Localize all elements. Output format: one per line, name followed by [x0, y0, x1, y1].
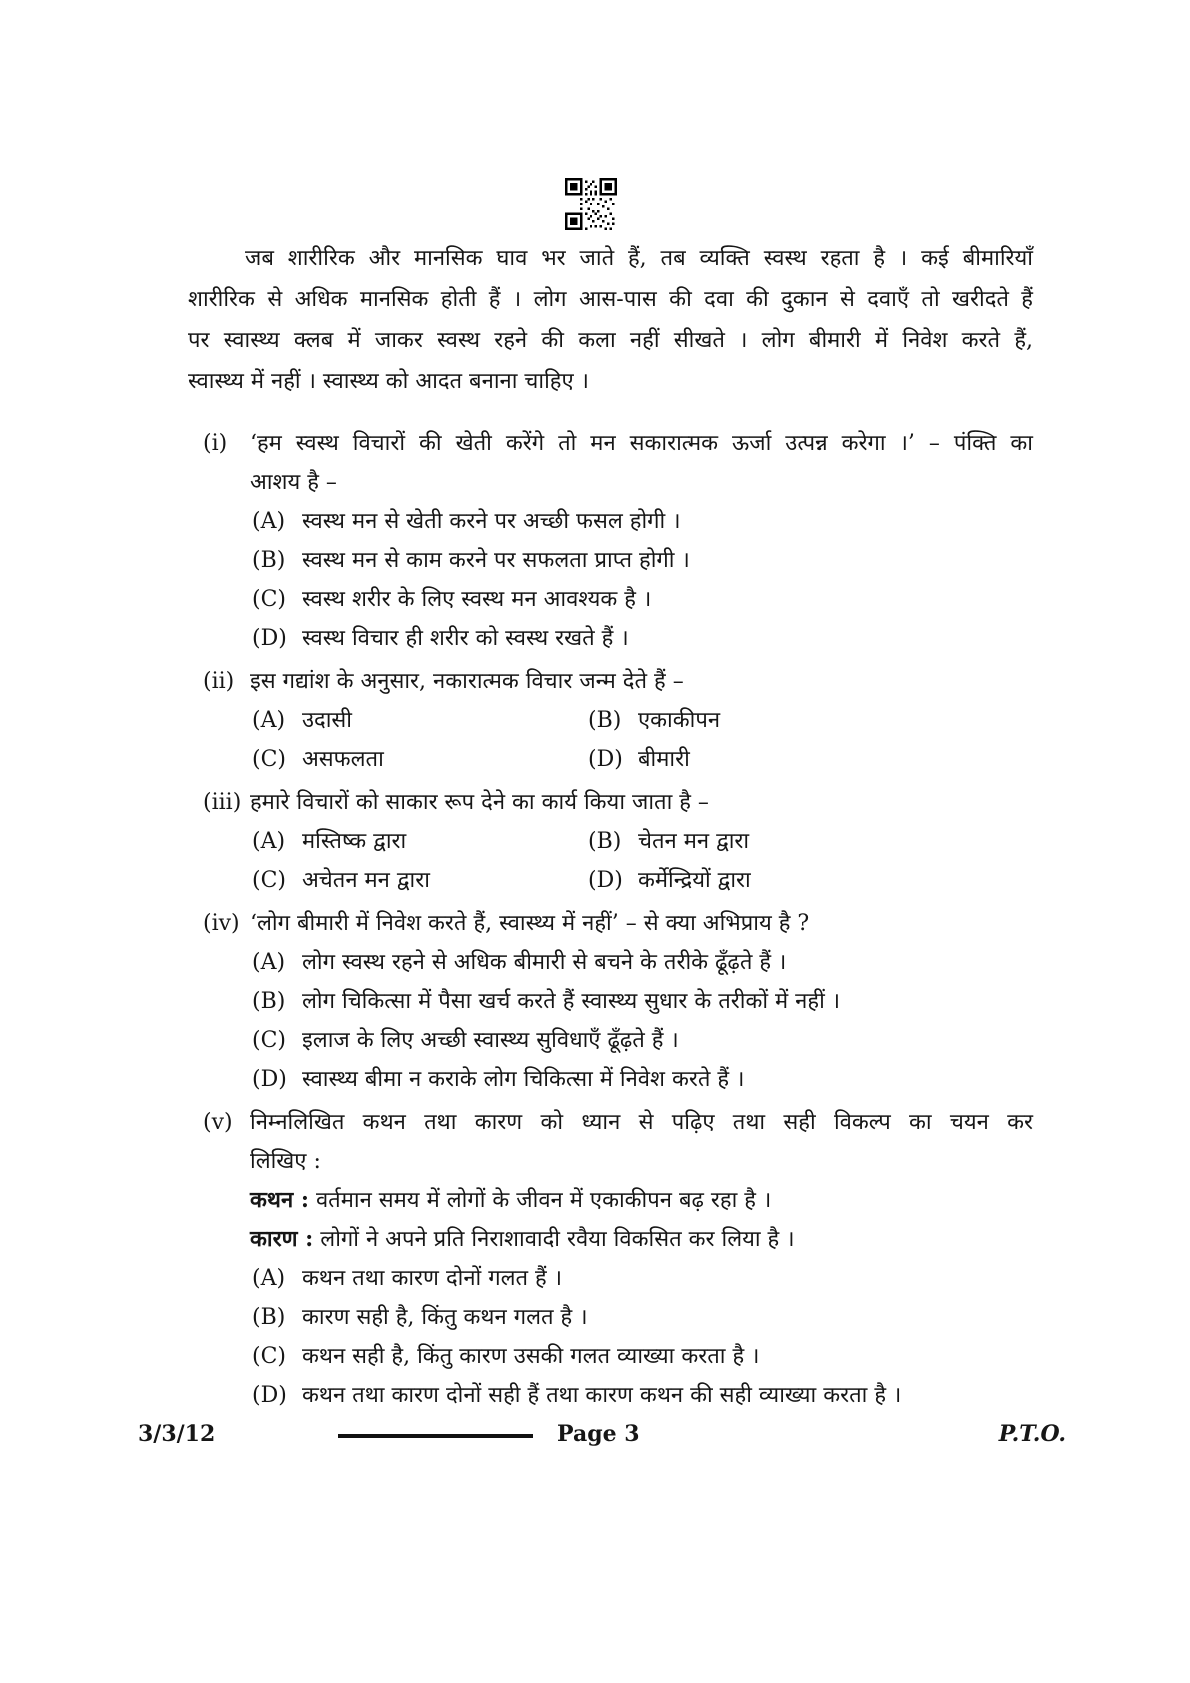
question-iii [188, 783, 1033, 900]
option-label: (B) [252, 548, 286, 573]
option-label: (A) [252, 950, 286, 975]
option-text: चेतन मन द्वारा [638, 829, 750, 854]
option-text: कथन तथा कारण दोनों सही हैं तथा कारण कथन की सही व्याख्या करता है । [302, 1383, 902, 1408]
option-text: कथन सही है, किंतु कारण उसकी गलत व्याख्या करता है । [302, 1344, 760, 1369]
page-content [188, 178, 1033, 1415]
option-a [252, 502, 1033, 541]
option-b [588, 822, 1033, 861]
option-text: स्वस्थ शरीर के लिए स्वस्थ मन आवश्यक है । [302, 587, 652, 612]
question-line: इस गद्यांश के अनुसार, नकारात्मक विचार जन्म देते हैं – [250, 669, 684, 694]
option-text: उदासी [302, 708, 353, 733]
option-a [252, 943, 1033, 982]
question-list [188, 424, 1033, 1415]
statement-label: कथन : [250, 1187, 309, 1213]
question-number: (i) [203, 431, 228, 456]
option-text: स्वस्थ मन से काम करने पर सफलता प्राप्त होगी । [302, 548, 690, 573]
question-line: लिखिए : [250, 1149, 321, 1174]
option-label: (C) [252, 1028, 286, 1053]
option-b [252, 982, 1033, 1021]
option-c [252, 1337, 1033, 1376]
question-line: ‘लोग बीमारी में निवेश करते हैं, स्वास्थ्य में नहीं’ – से क्या अभिप्राय है ? [250, 911, 810, 936]
reason-label: कारण : [250, 1226, 314, 1252]
option-a [252, 1259, 1033, 1298]
options [252, 822, 1033, 900]
reason-line [250, 1220, 1033, 1259]
option-text: मस्तिष्क द्वारा [302, 829, 407, 854]
passage-line: शारीरिक से अधिक मानसिक होती हैं । लोग आस-पास की दवा की दुकान से दवाएँ तो खरीदते हैं [188, 287, 1033, 312]
option-c [252, 1021, 1033, 1060]
option-text: कर्मेन्द्रियों द्वारा [638, 868, 751, 893]
option-text: बीमारी [638, 747, 690, 772]
statement-line [250, 1181, 1033, 1220]
option-label: (B) [588, 708, 622, 733]
paper-code: 3/3/12 [138, 1421, 216, 1447]
pto-label: P.T.O. [998, 1421, 1066, 1447]
statement-text: वर्तमान समय में लोगों के जीवन में एकाकीपन बढ़ रहा है । [315, 1188, 772, 1213]
question-line: निम्नलिखित कथन तथा कारण को ध्यान से पढ़िए तथा सही विकल्प का चयन कर [250, 1110, 1033, 1135]
option-c [252, 861, 588, 900]
option-label: (B) [252, 1305, 286, 1330]
option-label: (C) [252, 747, 286, 772]
option-text: स्वास्थ्य बीमा न कराके लोग चिकित्सा में निवेश करते हैं । [302, 1067, 745, 1092]
option-label: (A) [252, 1266, 286, 1291]
option-text: स्वस्थ मन से खेती करने पर अच्छी फसल होगी । [302, 509, 681, 534]
option-label: (A) [252, 829, 286, 854]
option-text: एकाकीपन [638, 708, 721, 733]
option-a [252, 701, 588, 740]
option-label: (D) [252, 1383, 287, 1408]
option-label: (C) [252, 868, 286, 893]
qr-code-icon [565, 178, 617, 230]
divider-line [338, 1434, 533, 1438]
option-label: (A) [252, 509, 286, 534]
question-number: (v) [203, 1110, 233, 1135]
option-label: (D) [252, 626, 287, 651]
option-text: असफलता [302, 747, 384, 772]
option-text: लोग स्वस्थ रहने से अधिक बीमारी से बचने के तरीके ढूँढ़ते हैं । [302, 950, 787, 975]
option-text: स्वस्थ विचार ही शरीर को स्वस्थ रखते हैं । [302, 626, 629, 651]
option-text: कथन तथा कारण दोनों गलत हैं । [302, 1266, 563, 1291]
reading-passage [188, 238, 1033, 402]
options [252, 502, 1033, 658]
option-d [588, 740, 1033, 779]
option-label: (D) [252, 1067, 287, 1092]
option-text: इलाज के लिए अच्छी स्वास्थ्य सुविधाएँ ढूँढ़ते हैं । [302, 1028, 679, 1053]
option-label: (D) [588, 868, 623, 893]
page-number-label: Page 3 [557, 1421, 640, 1447]
options [252, 1259, 1033, 1415]
question-i [188, 424, 1033, 658]
option-c [252, 580, 1033, 619]
option-d [252, 1376, 1033, 1415]
option-label: (C) [252, 1344, 286, 1369]
question-number: (ii) [203, 669, 235, 694]
option-label: (B) [588, 829, 622, 854]
passage-line: स्वास्थ्य में नहीं । स्वास्थ्य को आदत बनाना चाहिए । [188, 369, 589, 394]
passage-line: जब शारीरिक और मानसिक घाव भर जाते हैं, तब व्यक्ति स्वस्थ रहता है । कई बीमारियाँ [245, 246, 1033, 271]
option-d [252, 619, 1033, 658]
option-b [252, 541, 1033, 580]
question-line: आशय है – [250, 470, 337, 495]
option-c [252, 740, 588, 779]
options [252, 943, 1033, 1099]
question-iv [188, 904, 1033, 1099]
option-text: लोग चिकित्सा में पैसा खर्च करते हैं स्वास्थ्य सुधार के तरीकों में नहीं । [302, 989, 841, 1014]
reason-text: लोगों ने अपने प्रति निराशावादी रवैया विकसित कर लिया है । [320, 1227, 795, 1252]
option-d [588, 861, 1033, 900]
option-text: अचेतन मन द्वारा [302, 868, 430, 893]
question-number: (iv) [203, 911, 240, 936]
question-line: हमारे विचारों को साकार रूप देने का कार्य किया जाता है – [250, 790, 709, 815]
option-b [252, 1298, 1033, 1337]
option-label: (D) [588, 747, 623, 772]
question-number: (iii) [203, 790, 242, 815]
question-line: ‘हम स्वस्थ विचारों की खेती करेंगे तो मन सकारात्मक ऊर्जा उत्पन्न करेगा ।’ – पंक्ति का [250, 431, 1033, 456]
option-label: (B) [252, 989, 286, 1014]
option-b [588, 701, 1033, 740]
question-v [188, 1103, 1033, 1415]
page-footer [0, 1418, 1190, 1460]
question-ii [188, 662, 1033, 779]
option-text: कारण सही है, किंतु कथन गलत है । [302, 1305, 588, 1330]
passage-line: पर स्वास्थ्य क्लब में जाकर स्वस्थ रहने की कला नहीं सीखते । लोग बीमारी में निवेश करते हैं, [188, 328, 1033, 353]
option-label: (A) [252, 708, 286, 733]
option-a [252, 822, 588, 861]
option-label: (C) [252, 587, 286, 612]
options [252, 701, 1033, 779]
option-d [252, 1060, 1033, 1099]
